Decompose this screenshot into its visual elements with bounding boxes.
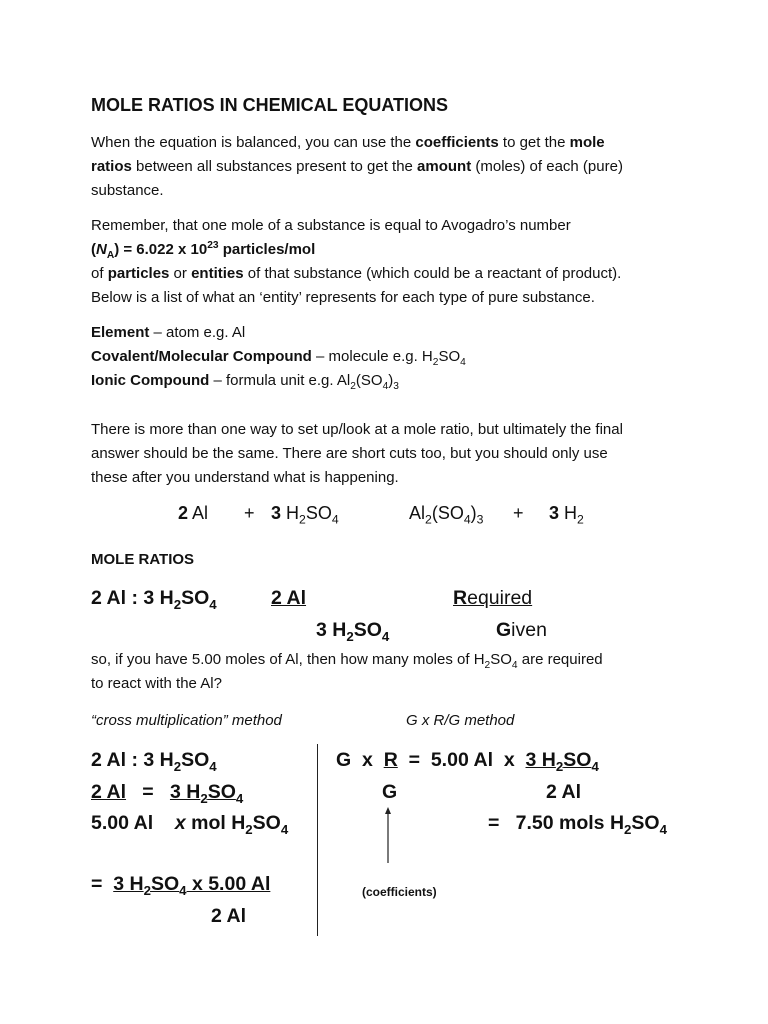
equation-plus-1: + [244,503,255,523]
intro-line-2: ratios between all substances present to get the amount (moles) of each (pure) [91,158,623,175]
remember-line-1: Remember, that one mole of a substance is equal to Avogadro’s number [91,217,571,234]
cross-solution-denominator: 2 Al [211,905,247,927]
ratio-denominator: 3 $H_2SO_4$ [316,619,390,644]
cross-multiplication-heading: “cross multiplication” method [91,712,282,729]
ratio-statement: 2 Al : 3 $H_2SO_4$ [91,587,217,612]
equation-reactant-h2so4: 3 $H_2SO_4$ [271,503,339,527]
equation-product-h2: 3 $H_2$ [549,503,584,527]
entity-element: Element – atom e.g. Al [91,324,246,341]
question-line-2: to react with the Al? [91,675,222,692]
gxrg-heading: G x R/G method [406,712,515,729]
ratio-numerator: 2 Al [271,587,307,609]
cross-fraction-row: 2 Al = 3 $H_2SO_4$ [91,781,244,806]
equation-plus-2: + [513,503,524,523]
mole-ratios-heading: MOLE RATIOS [91,551,195,568]
paragraph2-line-2: answer should be the same. There are short cuts too, but you should only use [91,445,608,462]
entity-covalent: Covalent/Molecular Compound – molecule e.g. $H_2SO_4$ [91,348,466,368]
remember-line-4: Below is a list of what an ‘entity’ represents for each type of pure substance. [91,289,595,306]
equation-reactant-al: 2 Al [178,503,209,523]
gxrg-given-label: G [382,781,398,803]
intro-line-1: When the equation is balanced, you can use the coefficients to get the mole [91,134,605,151]
equation-product-al2so43: $Al_2(SO_4)_3$ [409,503,484,527]
given-label: Given [496,619,547,641]
page-title: MOLE RATIOS IN CHEMICAL EQUATIONS [91,95,449,115]
coefficients-note: (coefficients) [362,885,437,899]
remember-line-3: of particles or entities of that substance (which could be a reactant of product). [91,265,622,282]
avogadro-number: $(N_A) = 6.022$ x $10^{23}$ particles/mol [91,240,316,261]
paragraph2-line-3: these after you understand what is happening. [91,469,399,486]
method-divider [317,744,318,936]
entity-ionic: Ionic Compound – formula unit e.g. $Al_2(SO_4)_3$ [91,372,399,392]
cross-ratio-row: 2 Al : 3 $H_2SO_4$ [91,749,217,774]
intro-line-3: substance. [91,182,164,199]
paragraph2-line-1: There is more than one way to set up/look at a mole ratio, but ultimately the final [91,421,623,438]
cross-given-row: 5.00 Al x mol $H_2SO_4$ [91,812,289,837]
gxrg-denominator: 2 Al [546,781,582,803]
cross-solution-numerator: = 3 $H_2SO_4$ x 5.00 Al [91,873,271,898]
question-line-1: so, if you have 5.00 moles of Al, then how many moles of $H_2SO_4$ are required [91,651,603,671]
arrow-up-icon [382,806,394,864]
gxrg-result: = 7.50 mols $H_2SO_4$ [488,812,667,837]
required-label: Required [453,587,533,609]
gxrg-equation-row: G x R = 5.00 Al x 3 $H_2SO_4$ [336,749,599,774]
